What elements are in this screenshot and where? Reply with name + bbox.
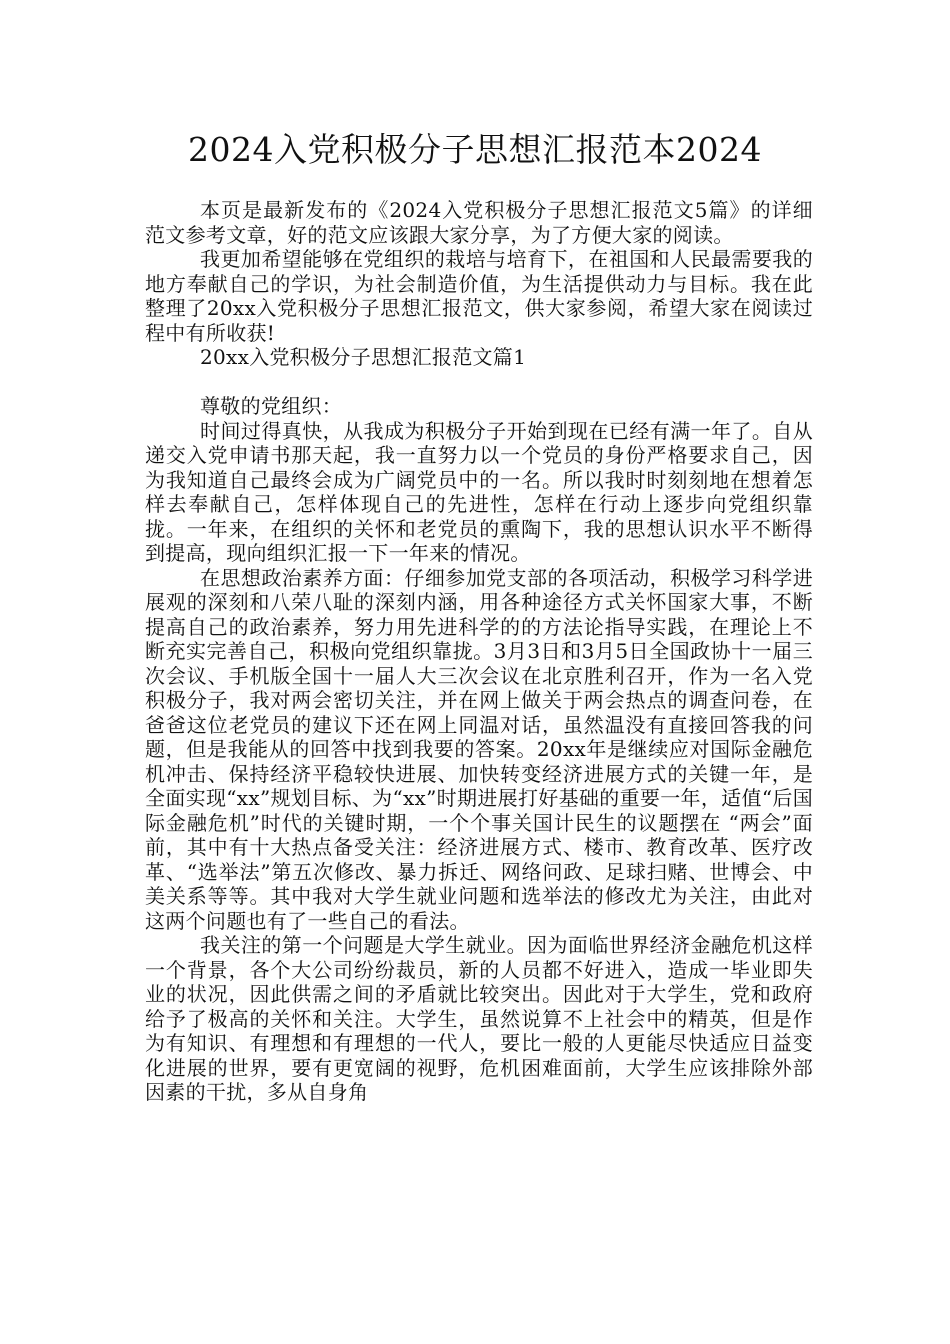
blank-line (145, 370, 813, 395)
section-heading: 20xx入党积极分子思想汇报范文篇1 (200, 345, 527, 369)
document-title: 2024入党积极分子思想汇报范本2024 (188, 130, 762, 169)
intro-paragraph-2: 我更加希望能够在党组织的栽培与培育下，在祖国和人民最需要我的地方奉献自己的学识，为社会制造价值，为生活提供动力与目标。我在此整理了20xx入党积极分子思想汇报范文，供大家参阅，希望大家在阅读过程中有所收获! (145, 247, 813, 345)
intro-paragraph: 本页是最新发布的《2024入党积极分子思想汇报范文5篇》的详细范文参考文章，好的范文应该跟大家分享，为了方便大家的阅读。 (145, 198, 813, 247)
body-paragraph-2: 在思想政治素养方面：仔细参加党支部的各项活动，积极学习科学进展观的深刻和八荣八耻的深刻内涵，用各种途径方式关怀国家大事，不断提高自己的政治素养，努力用先进科学的的方法论指导实践，在理论上不断充实完善自己，积极向党组织靠拢。3月3日和3月5日全国政协十一届三次会议、手机版全国十一届人大三次会议在北京胜利召开，作为一名入党积极分子，我对两会密切关注，并在网上做关于两会热点的调查问卷，在爸爸这位老党员的建议下还在网上同温对话，虽然温没有直接回答我的问题，但是我能从的回答中找到我要的答案。20xx年是继续应对国际金融危机冲击、保持经济平稳较快进展、加快转变经济进展方式的关键一年，是全面实现“xx”规划目标、为“xx”时期进展打好基础的重要一年，适值“后国际金融危机”时代的关键时期，一个个事关国计民生的议题摆在 “两会”面前，其中有十大热点备受关注：经济进展方式、楼市、教育改革、医疗改革、“选举法”第五次修改、暴力拆迁、网络问政、足球扫赌、世博会、中美关系等等。其中我对大学生就业问题和选举法的修改尤为关注，由此对这两个问题也有了一些自己的看法。 (145, 565, 813, 933)
body-paragraph-3: 我关注的第一个问题是大学生就业。因为面临世界经济金融危机这样一个背景，各个大公司纷纷裁员，新的人员都不好进入，造成一毕业即失业的状况，因此供需之间的矛盾就比较突出。因此对于大学生，党和政府给予了极高的关怀和关注。大学生，虽然说算不上社会中的精英，但是作为有知识、有理想和有理想的一代人，要比一般的人更能尽快适应日益变化进展的世界，要有更宽阔的视野，危机困难面前，大学生应该排除外部因素的干扰，多从自身角 (145, 933, 813, 1104)
salutation: 尊敬的党组织： (200, 394, 343, 418)
body-paragraph-1: 时间过得真快，从我成为积极分子开始到现在已经有满一年了。自从递交入党申请书那天起，我一直努力以一个党员的身份严格要求自己，因为我知道自己最终会成为广阔党员中的一名。所以我时时刻刻地在想着怎样去奉献自己，怎样体现自己的先进性，怎样在行动上逐步向党组织靠拢。一年来，在组织的关怀和老党员的熏陶下，我的思想认识水平不断得到提高，现向组织汇报一下一年来的情况。 (145, 418, 813, 565)
document-body (145, 198, 813, 1105)
